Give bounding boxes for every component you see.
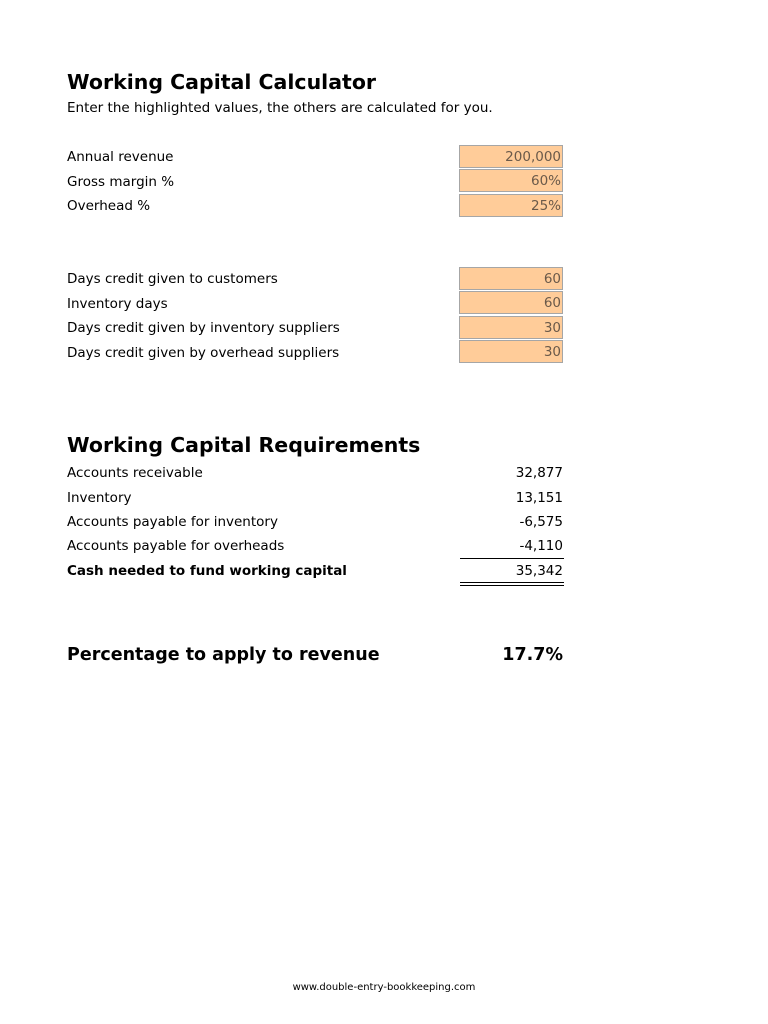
gross-margin-label: Gross margin %	[67, 174, 175, 190]
overhead-label: Overhead %	[67, 198, 151, 214]
inventory-label: Inventory	[67, 490, 132, 506]
inventory-value: 13,151	[515, 490, 563, 506]
overhead-supplier-credit-input[interactable]: 30	[459, 340, 563, 363]
page-subtitle: Enter the highlighted values, the others are calculated for you.	[67, 100, 493, 116]
payable-overheads-value: -4,110	[519, 538, 563, 554]
annual-revenue-label: Annual revenue	[67, 149, 174, 165]
footer-url: www.double-entry-bookkeeping.com	[292, 982, 476, 993]
subtotal-rule	[460, 558, 564, 559]
payable-inventory-value: -6,575	[519, 514, 563, 530]
inventory-supplier-credit-input[interactable]: 30	[459, 316, 563, 339]
cash-needed-label: Cash needed to fund working capital	[67, 563, 347, 579]
payable-overheads-label: Accounts payable for overheads	[67, 538, 285, 554]
inventory-days-input[interactable]: 60	[459, 291, 563, 314]
percentage-label: Percentage to apply to revenue	[67, 645, 380, 665]
customer-credit-days-label: Days credit given to customers	[67, 271, 278, 287]
overhead-supplier-credit-label: Days credit given by overhead suppliers	[67, 345, 340, 361]
overhead-input[interactable]: 25%	[459, 194, 563, 217]
accounts-receivable-value: 32,877	[515, 465, 563, 481]
total-double-rule-bottom	[460, 585, 564, 586]
customer-credit-days-input[interactable]: 60	[459, 267, 563, 290]
total-double-rule-top	[460, 582, 564, 583]
payable-inventory-label: Accounts payable for inventory	[67, 514, 278, 530]
cash-needed-value: 35,342	[515, 563, 563, 579]
inventory-days-label: Inventory days	[67, 296, 168, 312]
requirements-title: Working Capital Requirements	[67, 433, 421, 457]
gross-margin-input[interactable]: 60%	[459, 169, 563, 192]
annual-revenue-input[interactable]: 200,000	[459, 145, 563, 168]
percentage-value: 17.7%	[502, 645, 563, 665]
accounts-receivable-label: Accounts receivable	[67, 465, 203, 481]
page-title: Working Capital Calculator	[67, 70, 377, 94]
inventory-supplier-credit-label: Days credit given by inventory suppliers	[67, 320, 340, 336]
